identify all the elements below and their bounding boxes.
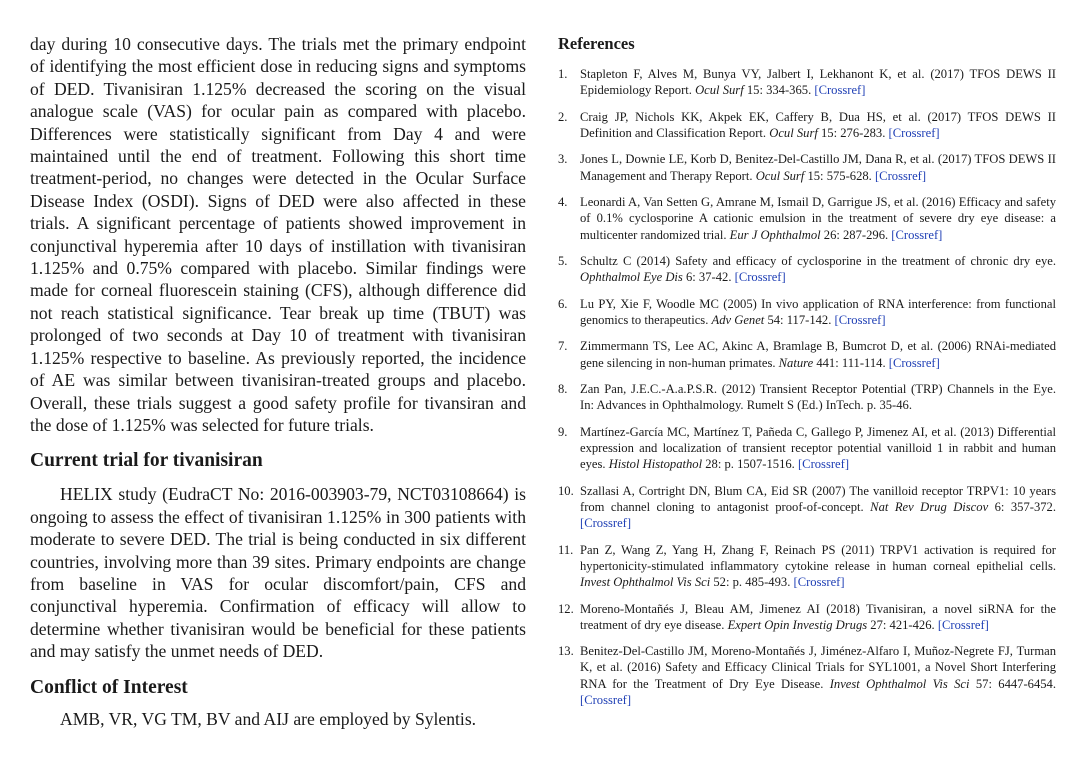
reference-journal: Eur J Ophthalmol <box>729 227 821 242</box>
reference-volume-pages: 6: 357-372. <box>988 499 1056 514</box>
reference-volume-pages: 57: 6447-6454. <box>969 676 1056 691</box>
reference-item <box>558 542 1056 591</box>
reference-number: 5. <box>558 254 568 269</box>
crossref-link[interactable]: [Crossref] <box>888 125 940 140</box>
reference-journal: Invest Ophthalmol Vis Sci <box>580 575 711 590</box>
reference-number: 1. <box>558 67 568 81</box>
crossref-link[interactable]: [Crossref] <box>580 692 632 707</box>
crossref-link[interactable]: [Crossref] <box>734 270 786 285</box>
crossref-link[interactable]: [Crossref] <box>797 457 850 472</box>
reference-volume-pages: 15: 334-365. <box>743 83 815 98</box>
reference-list <box>558 66 1056 708</box>
reference-journal: Ocul Surf <box>695 83 744 98</box>
reference-item <box>558 194 1056 243</box>
reference-volume-pages: 54: 117-142. <box>764 312 835 327</box>
crossref-link[interactable]: [Crossref] <box>834 312 886 327</box>
reference-number: 10. <box>558 483 574 498</box>
crossref-link[interactable]: [Crossref] <box>937 617 989 632</box>
reference-journal: Expert Opin Investig Drugs <box>727 617 868 632</box>
crossref-link[interactable]: [Crossref] <box>891 227 943 242</box>
reference-journal: Nature <box>778 355 814 370</box>
body-paragraph: AMB, VR, VG TM, BV and AIJ are employed by Sylentis. <box>60 708 477 729</box>
reference-volume-pages: 28: p. 1507-1516. <box>702 457 798 472</box>
reference-text: Pan Z, Wang Z, Yang H, Zhang F, Reinach PS (2011) TRPV1 activation is required for hypertonicity-stimulated inflammatory cytokine release in human corneal epithelial cells. <box>580 542 1056 573</box>
reference-item <box>558 643 1056 708</box>
reference-number: 4. <box>558 195 568 210</box>
reference-journal: Ocul Surf <box>769 125 818 140</box>
reference-number: 9. <box>558 424 568 439</box>
reference-text: Lu PY, Xie F, Woodle MC (2005) In vivo application of RNA interference: from functional genomics to therapeutics. <box>580 296 1056 327</box>
crossref-link[interactable]: [Crossref] <box>888 355 940 370</box>
crossref-link[interactable]: [Crossref] <box>580 516 632 531</box>
main-text-column <box>30 33 526 730</box>
reference-text: Szallasi A, Cortright DN, Blum CA, Eid SR (2007) The vanilloid receptor TRPV1: 10 years from channel cloning to antagonist proof-of-concept. <box>580 483 1056 514</box>
reference-item <box>558 109 1056 141</box>
reference-text: Leonardi A, Van Setten G, Amrane M, Ismail D, Garrigue JS, et al. (2016) Efficacy and safety of 0.1% cyclosporine A cationic emulsion in the treatment of severe dry eye disease: a multicenter randomized trial. <box>580 195 1056 242</box>
references-heading: References <box>558 34 635 53</box>
reference-volume-pages: 15: 276-283. <box>817 125 889 140</box>
reference-journal: Histol Histopathol <box>608 457 703 472</box>
reference-item <box>558 296 1056 328</box>
section-heading-current-trial: Current trial for tivanisiran <box>30 450 263 472</box>
body-paragraph: HELIX study (EudraCT No: 2016-003903-79, NCT03108664) is ongoing to assess the effect of tivanisiran 1.125% in 300 patients with moderate to severe DED. The trial is being conducted in six different countries, involving more than 39 sites. Primary endpoints are change from baseline in VAS for ocular discomfort/pain, CFS and conjunctival hyperemia. Confirmation of efficacy will allow to determine whether tivanisiran would be beneficial for these patients and may satisfy the unmet needs of DED. <box>30 484 526 662</box>
reference-journal: Invest Ophthalmol Vis Sci <box>829 676 970 691</box>
section-heading-conflict-of-interest: Conflict of Interest <box>30 676 188 698</box>
reference-text: Craig JP, Nichols KK, Akpek EK, Caffery B, Dua HS, et al. (2017) TFOS DEWS II Definition and Classification Report. <box>580 109 1056 140</box>
reference-item <box>558 151 1056 183</box>
reference-text: Schultz C (2014) Safety and efficacy of cyclosporine in the treatment of chronic dry eye. <box>580 254 1056 269</box>
references-column <box>558 34 1056 718</box>
reference-number: 13. <box>558 644 574 659</box>
reference-item <box>558 66 1056 98</box>
reference-number: 6. <box>558 296 568 311</box>
reference-journal: Ocul Surf <box>755 168 805 183</box>
reference-number: 11. <box>558 542 574 557</box>
reference-text: Jones L, Downie LE, Korb D, Benitez-Del-Castillo JM, Dana R, et al. (2017) TFOS DEWS II Management and Therapy Report. <box>580 152 1056 183</box>
reference-item <box>558 253 1056 285</box>
reference-text: Zimmermann TS, Lee AC, Akinc A, Bramlage B, Bumcrot D, et al. (2006) RNAi-mediated gene silencing in non-human primates. <box>580 339 1056 370</box>
crossref-link[interactable]: [Crossref] <box>793 575 845 590</box>
reference-number: 8. <box>558 382 568 397</box>
reference-item <box>558 424 1056 473</box>
reference-number: 12. <box>558 601 574 616</box>
reference-item <box>558 381 1056 413</box>
reference-text: Martínez-García MC, Martínez T, Pañeda C, Gallego P, Jimenez AI, et al. (2013) Differential expression and localization of transient receptor potential vanilloid 1 in rabbit and human eyes. <box>580 424 1056 472</box>
reference-text: Moreno-Montañés J, Bleau AM, Jimenez AI (2018) Tivanisiran, a novel siRNA for the treatment of dry eye disease. <box>580 601 1056 632</box>
reference-volume-pages: 27: 421-426. <box>867 617 938 632</box>
reference-number: 3. <box>558 152 568 167</box>
reference-journal: Nat Rev Drug Discov <box>870 499 989 514</box>
reference-volume-pages: 26: 287-296. <box>820 227 892 242</box>
reference-volume-pages: 15: 575-628. <box>804 168 875 183</box>
reference-journal: Adv Genet <box>711 312 765 327</box>
reference-volume-pages: 6: 37-42. <box>682 270 735 285</box>
reference-text: Benitez-Del-Castillo JM, Moreno-Montañés J, Jiménez-Alfaro I, Muñoz-Negrete FJ, Turman K, et al. (2016) Safety and Efficacy Clinical Trials for SYL1001, a Novel Short Interfering RNA for the Treatment of Dry Eye Disease. <box>580 644 1056 691</box>
reference-text: Stapleton F, Alves M, Bunya VY, Jalbert I, Lekhanont K, et al. (2017) TFOS DEWS II Epidemiology Report. <box>580 67 1056 98</box>
body-paragraph: day during 10 consecutive days. The trials met the primary endpoint of identifying the most efficient dose in reducing signs and symptoms of DED. Tivanisiran 1.125% decreased the scoring on the visual analogue scale (VAS) for ocular pain as compared with placebo. Differences were statistically significant from Day 4 and were maintained until the end of treatment. Following this short time treatment-period, no changes were detected in the Ocular Surface Disease Index (OSDI). Signs of DED were also affected in these trials. A significant percentage of patients showed improvement in conjunctival hyperemia after 10 days of instillation with tivanisiran 1.125% and 0.75% compared with placebo. Similar findings were made for corneal fluorescein staining (CFS), although difference did not reach statistical significance. Tear break up time (TBUT) was prolonged of two seconds at Day 10 of treatment with tivanisiran 1.125% respective to baseline. As previously reported, the incidence of AE was similar between tivanisiran-treated groups and placebo. Overall, these trials suggest a good safety profile for tivansiran and the dose of 1.125% was selected for future trials. <box>30 34 526 435</box>
crossref-link[interactable]: [Crossref] <box>814 83 866 98</box>
reference-number: 7. <box>558 339 568 354</box>
reference-volume-pages: 441: 111-114. <box>813 355 889 370</box>
reference-number: 2. <box>558 109 568 124</box>
crossref-link[interactable]: [Crossref] <box>874 168 927 183</box>
reference-item <box>558 483 1056 532</box>
reference-text: Zan Pan, J.E.C.-A.a.P.S.R. (2012) Transient Receptor Potential (TRP) Channels in the Eye. In: Advances in Ophthalmology. Rumelt S (Ed.) InTech. p. 35-46. <box>580 382 1056 413</box>
reference-item <box>558 601 1056 633</box>
reference-item <box>558 338 1056 370</box>
reference-journal: Ophthalmol Eye Dis <box>580 270 683 285</box>
reference-volume-pages: 52: p. 485-493. <box>710 575 794 590</box>
